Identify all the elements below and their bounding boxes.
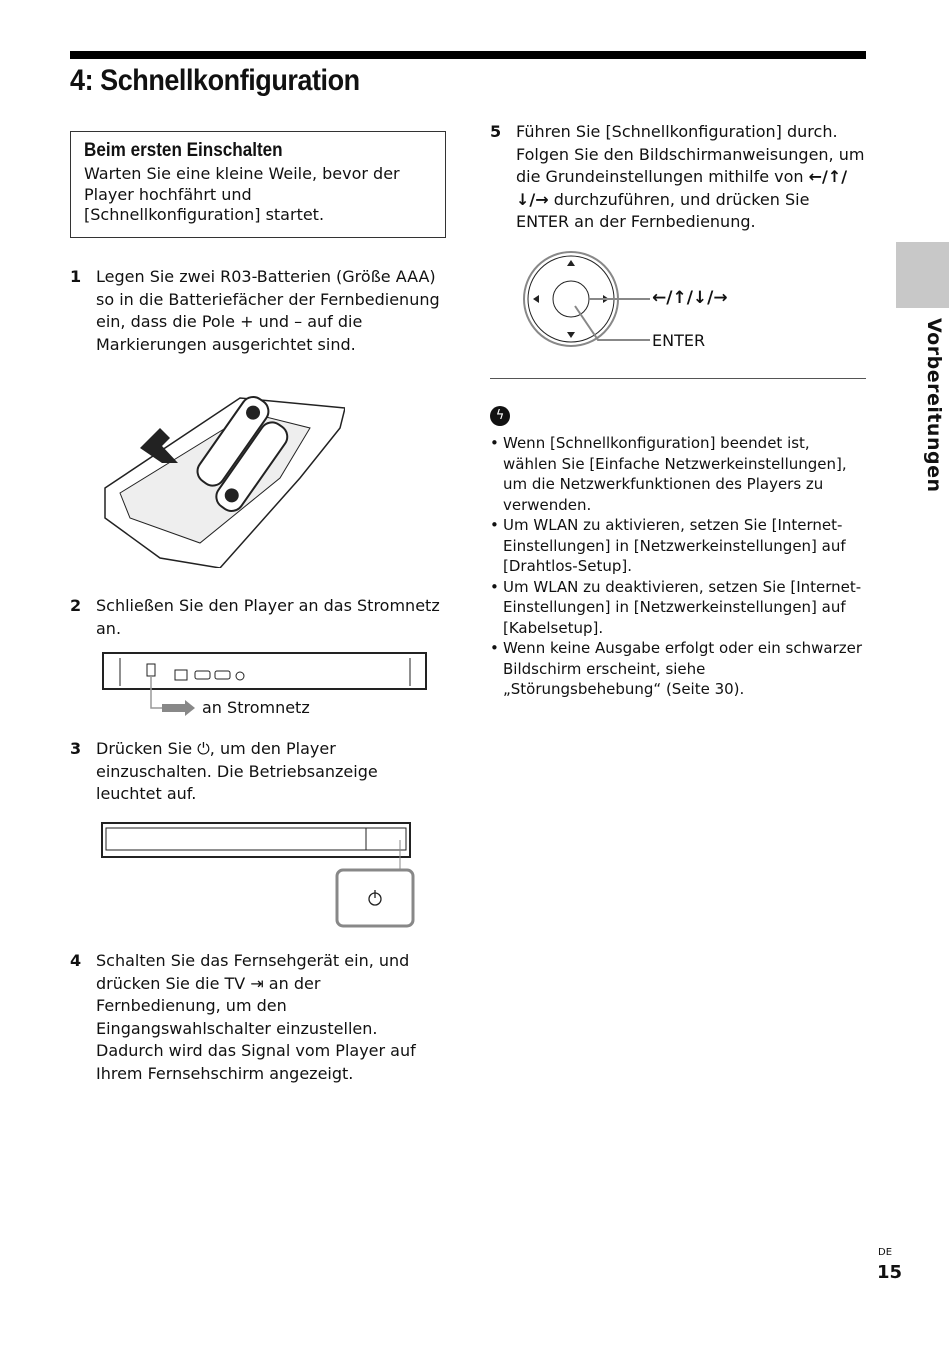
enter-label: ENTER: [652, 331, 706, 350]
step-text: Legen Sie zwei R03-Batterien (Größe AAA) so in die Batteriefächer der Fernbedienung ein, dass die Pole + und – auf die Markierungen ausgerichtet sind.: [96, 267, 440, 354]
step-text: Schalten Sie das Fernsehgerät ein, und drücken Sie die TV: [96, 951, 410, 993]
tip-text: Um WLAN zu aktivieren, setzen Sie [Internet-Einstellungen] in [Netzwerkeinstellungen] auf [Drahtlos-Setup].: [503, 516, 846, 575]
step-number: 1: [70, 267, 82, 286]
step-number: 3: [70, 739, 82, 758]
power-icon: ⏻: [197, 739, 210, 758]
step-text: Drücken Sie: [96, 739, 198, 758]
step-2: [70, 595, 450, 640]
step-5: [490, 121, 870, 234]
title-rule: [70, 51, 866, 59]
bullet: •: [490, 577, 499, 596]
step-text: an der Fernbedienung, um den Eingangswahlschalter einzustellen. Dadurch wird das Signal vom Player auf Ihrem Fernsehschirm angezeigt.: [96, 973, 416, 1083]
note-heading: Beim ersten Einschalten: [84, 140, 283, 161]
tip-item: [490, 515, 868, 577]
step-text: durchzuführen, und drücken Sie ENTER an der Fernbedienung.: [516, 189, 810, 231]
tip-text: Wenn [Schnellkonfiguration] beendet ist, wählen Sie [Einfache Netzwerkeinstellungen], um die Netzwerkfunktionen des Players zu verwenden.: [503, 434, 847, 514]
tip-icon: ϟ: [490, 406, 510, 426]
remote-dpad-illustration: [520, 250, 655, 350]
bullet: •: [490, 434, 499, 452]
side-tab-marker: [896, 242, 949, 308]
tip-item: [490, 638, 868, 700]
tip-text: Um WLAN zu deaktivieren, setzen Sie [Internet-Einstellungen] in [Netzwerkeinstellungen] auf [Kabelsetup].: [503, 577, 862, 637]
bullet: •: [490, 516, 499, 534]
step-1: [70, 266, 450, 356]
side-tab-label: Vorbereitungen: [923, 318, 945, 493]
tips-list: [490, 433, 868, 700]
step-3: [70, 738, 450, 806]
step-number: 2: [70, 596, 82, 615]
tip-item: [490, 577, 868, 639]
input-select-icon: ⇥: [250, 973, 264, 993]
step-4: [70, 950, 450, 1085]
power-connection-label: an Stromnetz: [202, 698, 310, 717]
bullet: •: [490, 639, 499, 657]
step-text: Schließen Sie den Player an das Stromnetz an.: [96, 596, 440, 638]
page-number: 15: [877, 1262, 903, 1283]
player-front-illustration: [100, 820, 420, 930]
divider: [490, 378, 866, 379]
tip-item: [490, 433, 868, 515]
note-box: [70, 131, 446, 238]
arrow-keys-icon: ←/↑/↓/→: [516, 167, 848, 209]
language-code: DE: [878, 1247, 893, 1258]
note-text: Warten Sie eine kleine Weile, bevor der Player hochfährt und [Schnellkonfiguration] startet.: [84, 164, 400, 224]
dpad-arrows-label: ←/↑/↓/→: [652, 288, 728, 308]
step-number: 4: [70, 951, 82, 970]
page-title: 4: Schnellkonfiguration: [70, 64, 360, 97]
step-text: , um den Player einzuschalten. Die Betriebsanzeige leuchtet auf.: [96, 739, 378, 803]
step-text: Führen Sie [Schnellkonfiguration] durch. Folgen Sie den Bildschirmanweisungen, um die Grundeinstellungen mithilfe von: [516, 122, 865, 186]
tip-text: Wenn keine Ausgabe erfolgt oder ein schwarzer Bildschirm erscheint, siehe „Störungsbehebung“ (Seite 30).: [503, 639, 863, 698]
battery-insertion-illustration: [100, 368, 345, 568]
step-number: 5: [490, 122, 502, 141]
